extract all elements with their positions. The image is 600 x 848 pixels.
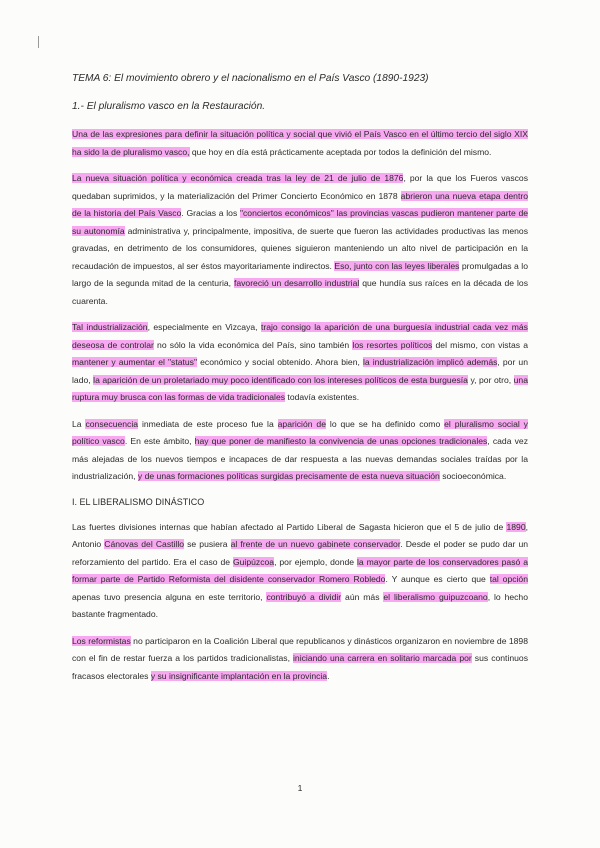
section-subtitle: 1.- El pluralismo vasco en la Restauración. — [72, 101, 266, 112]
highlighted-text: Guipúzcoa — [232, 556, 275, 567]
text-segment: inmediata de este proceso fue la — [138, 418, 278, 429]
text-segment: aún más — [341, 591, 384, 602]
highlighted-text: abrieron una nueva etapa dentro de la historia del País Vasco — [72, 190, 528, 218]
paragraphs-group-2 — [72, 519, 528, 686]
highlighted-text: Una de las expresiones para definir la situación política y social que vivió el País Vasco en el último tercio del siglo XIX ha sido la de pluralismo vasco, — [72, 129, 528, 157]
highlighted-text: tal opción — [489, 574, 528, 584]
text-segment: . — [327, 670, 330, 681]
paragraph — [72, 416, 528, 486]
paragraphs-group-1 — [72, 126, 528, 486]
text-segment: , lo hecho bastante fragmentado. — [72, 591, 528, 619]
paragraph — [72, 170, 528, 310]
paragraph — [72, 633, 528, 686]
highlighted-text: aparición de — [277, 418, 326, 429]
text-segment: , cada vez más alejadas de los nuevos tiempos e incapaces de dar respuesta a las nuevas demandas sociales traídas por la industrialización, — [72, 436, 528, 481]
text-segment: . Y aunque es cierto que — [385, 574, 490, 584]
highlighted-text: la mayor parte de los conservadores pasó a formar parte de Partido Reformista del disidente conservador Romero Robledo — [72, 556, 528, 584]
highlighted-text: el liberalismo guipuzcoano — [383, 591, 488, 602]
highlighted-text: la aparición de un proletariado muy poco identificado con los intereses políticos de esta burguesía — [93, 374, 468, 385]
text-segment: , especialmente en Vizcaya, — [147, 322, 261, 332]
highlighted-text: una ruptura muy brusca con las formas de vida tradicionales — [72, 374, 528, 402]
paragraph — [72, 126, 528, 161]
text-segment: que hoy en día está prácticamente aceptada por todos la definición del mismo. — [189, 146, 492, 157]
text-segment: no participaron en la Coalición Liberal que republicanos y dinásticos organizaron en noviembre de 1898 con el fin de restar fuerza a los partidos tradicionalistas, — [72, 635, 528, 663]
highlighted-text: al frente de un nuevo gabinete conservador — [230, 539, 401, 549]
document-title: TEMA 6: El movimiento obrero y el nacionalismo en el País Vasco (1890-1923) — [72, 73, 429, 84]
highlighted-text: contribuyó a dividir — [266, 591, 342, 602]
text-segment: La — [72, 418, 86, 429]
highlighted-text: el pluralismo social y político vasco — [72, 418, 528, 446]
text-segment: . Gracias a los — [181, 208, 240, 218]
highlighted-text: Los reformistas — [72, 635, 131, 646]
text-segment: que hundía sus raíces en la década de los cuarenta. — [72, 278, 529, 306]
highlighted-text: favoreció un desarrollo industrial — [233, 278, 360, 288]
text-segment: , por ejemplo, donde — [274, 556, 357, 567]
text-segment: del mismo, con vistas a — [432, 339, 528, 350]
text-segment: socioeconómica. — [439, 471, 507, 481]
highlighted-text: Eso, junto con las leyes liberales — [334, 260, 460, 271]
text-segment: apenas tuvo presencia alguna en este territorio, — [72, 591, 267, 602]
section-heading: I. EL LIBERALISMO DINÁSTICO — [72, 496, 205, 507]
highlighted-text: "conciertos económicos" las provincias vascas pudieron mantener parte de su autonomía — [72, 208, 529, 236]
highlighted-text: La nueva situación política y económica creada tras la ley de 21 de julio de 1876 — [72, 173, 404, 183]
highlighted-text: la industrialización implicó además — [362, 357, 498, 367]
text-segment: , por la que los Fueros vascos quedaban suprimidos, y la materialización del Primer Concierto Económico en 1878 — [72, 173, 528, 201]
text-segment: lo que se ha definido como — [326, 418, 445, 429]
highlighted-text: trajo consigo la aparición de una burguesía industrial cada vez más deseosa de controlar — [72, 322, 528, 350]
highlighted-text: iniciando una carrera en solitario marcada por — [293, 653, 472, 663]
text-segment: . En este ámbito, — [124, 436, 195, 446]
text-segment: se pusiera — [184, 539, 231, 549]
highlighted-text: hay que poner de manifiesto la convivencia de unas opciones tradicionales — [194, 436, 488, 446]
paragraph — [72, 319, 528, 407]
text-segment: promulgadas a lo largo de la segunda mitad de la centuria, — [72, 260, 528, 288]
scan-mark — [38, 36, 39, 48]
text-segment: Las fuertes divisiones internas que habían afectado al Partido Liberal de Sagasta hicieron que el 5 de julio de — [72, 521, 507, 532]
highlighted-text: Tal industrialización — [72, 322, 148, 332]
highlighted-text: y su insignificante implantación en la provincia — [150, 670, 328, 681]
text-segment: sus continuos fracasos electorales — [72, 653, 528, 681]
highlighted-text: los resortes políticos — [352, 339, 433, 350]
page-number: 1 — [297, 783, 303, 793]
highlighted-text: Cánovas del Castillo — [104, 539, 185, 549]
text-segment: . Desde el poder se pudo dar un reforzamiento del partido. Era el caso de — [72, 539, 528, 567]
text-segment: no sólo la vida económica del País, sino también — [153, 339, 353, 350]
highlighted-text: mantener y aumentar el "status" — [72, 357, 198, 367]
text-segment: , Antonio — [72, 521, 528, 549]
text-segment: y, por otro, — [467, 374, 514, 385]
highlighted-text: consecuencia — [85, 418, 139, 429]
text-segment: todavía existentes. — [285, 392, 360, 402]
document-content — [72, 72, 528, 694]
text-segment: administrativa y, principalmente, impositiva, de suerte que fueron las actividades productivas las menos gravadas, en detrimento de los consumidores, quienes siguieron manteniendo un alto nivel de participación en la recaudación de impuestos, al ser éstos mayoritariamente indirectos. — [72, 225, 528, 271]
highlighted-text: 1890 — [506, 521, 526, 532]
text-segment: , por un lado, — [72, 357, 528, 385]
text-segment: económico y social obtenido. Ahora bien, — [197, 357, 363, 367]
paragraph — [72, 519, 528, 624]
highlighted-text: y de unas formaciones políticas surgidas precisamente de esta nueva situación — [137, 471, 440, 481]
